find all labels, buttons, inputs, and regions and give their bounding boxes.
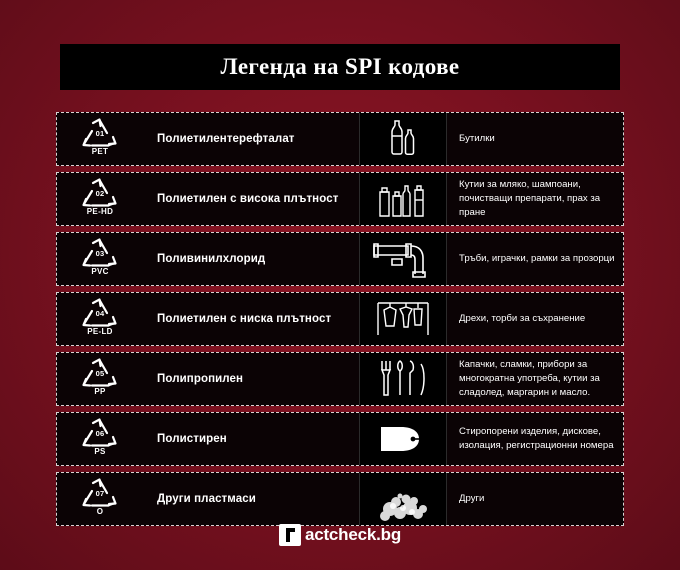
spi-codes-table <box>56 112 624 532</box>
code-abbr: PS <box>94 447 106 456</box>
recycle-triangle-icon <box>77 357 123 401</box>
code-abbr: PVC <box>91 267 109 276</box>
uses-text: Кутии за мляко, шампоани, почистващи препарати, прах за пране <box>447 173 623 225</box>
code-number: 07 <box>95 489 105 498</box>
uses-text: Дрехи, торби за съхранение <box>447 293 623 345</box>
uses-text: Капачки, сламки, прибори за многократна употреба, кутии за сладолед, маргарин и масло. <box>447 353 623 405</box>
table-row <box>56 472 624 526</box>
footer <box>0 524 680 546</box>
code-number: 05 <box>95 369 105 378</box>
code-number: 03 <box>95 249 105 258</box>
code-abbr: PE-HD <box>86 207 114 216</box>
code-number: 02 <box>95 189 105 198</box>
cutlery-icon <box>359 353 447 405</box>
code-cell <box>57 413 143 465</box>
f-mark-icon <box>279 524 301 546</box>
table-row <box>56 232 624 286</box>
code-cell <box>57 473 143 525</box>
polymer-name: Поливинилхлорид <box>143 233 359 285</box>
uses-text: Стиропорени изделия, дискове, изолация, регистрационни номера <box>447 413 623 465</box>
code-cell <box>57 113 143 165</box>
code-number: 06 <box>95 429 105 438</box>
code-abbr: PET <box>91 147 109 156</box>
table-row <box>56 172 624 226</box>
table-row <box>56 412 624 466</box>
uses-text: Тръби, играчки, рамки за прозорци <box>447 233 623 285</box>
polymer-name: Полиетилен с висока плътност <box>143 173 359 225</box>
table-row <box>56 292 624 346</box>
recycle-triangle-icon <box>77 237 123 281</box>
hanging-clothes-icon <box>359 293 447 345</box>
polymer-name: Полипропилен <box>143 353 359 405</box>
recycle-triangle-icon <box>77 177 123 221</box>
site-logo[interactable] <box>279 524 401 546</box>
foam-container-icon <box>359 413 447 465</box>
pipes-icon <box>359 233 447 285</box>
code-cell <box>57 173 143 225</box>
recycle-triangle-icon <box>77 297 123 341</box>
recycle-triangle-icon <box>77 417 123 461</box>
code-cell <box>57 233 143 285</box>
uses-text: Бутилки <box>447 113 623 165</box>
table-row <box>56 112 624 166</box>
polymer-name: Полиетилентерефталат <box>143 113 359 165</box>
page-title: Легенда на SPI кодове <box>220 54 460 79</box>
recycle-triangle-icon <box>77 117 123 161</box>
code-cell <box>57 353 143 405</box>
code-cell <box>57 293 143 345</box>
site-logo-text: actcheck.bg <box>304 525 402 544</box>
code-abbr: PP <box>94 387 106 396</box>
containers-bottles-icon <box>359 173 447 225</box>
polymer-name: Полистирен <box>143 413 359 465</box>
code-abbr: PE-LD <box>87 327 113 336</box>
page-title-bar <box>60 44 620 90</box>
bottles-icon <box>359 113 447 165</box>
polymer-name: Полиетилен с ниска плътност <box>143 293 359 345</box>
uses-text: Други <box>447 473 623 525</box>
code-abbr: O <box>96 507 104 516</box>
polymer-name: Други пластмаси <box>143 473 359 525</box>
recycle-triangle-icon <box>77 477 123 521</box>
code-number: 04 <box>95 309 105 318</box>
table-row <box>56 352 624 406</box>
code-number: 01 <box>95 129 105 138</box>
mixed-plastics-icon <box>359 473 447 525</box>
